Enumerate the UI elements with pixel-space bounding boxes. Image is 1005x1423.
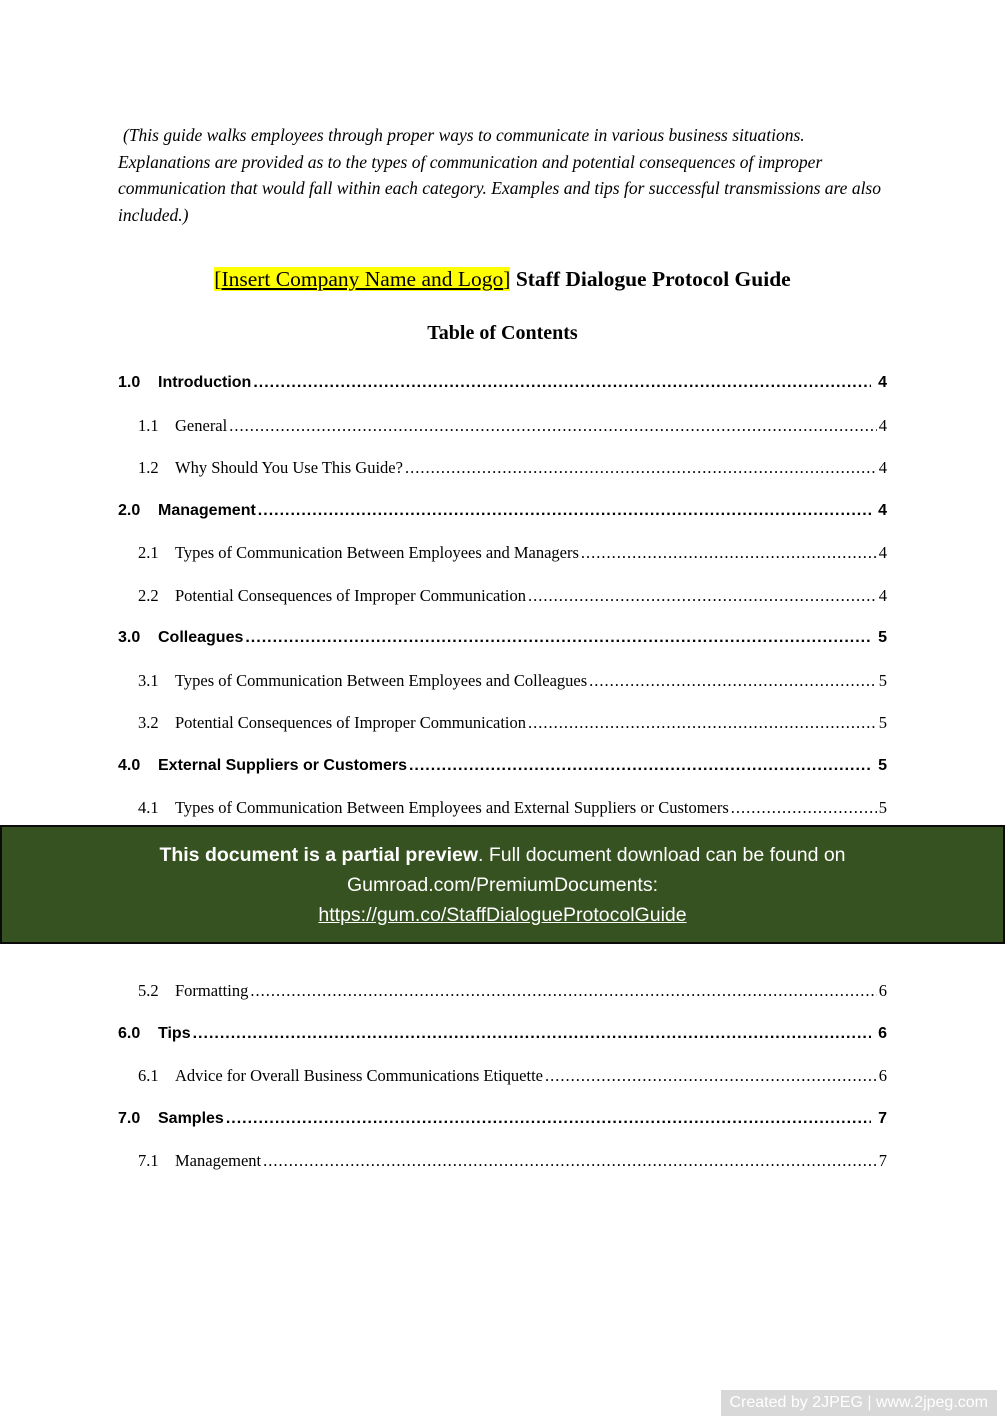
toc-dot-leader: [589, 670, 877, 692]
table-of-contents-bottom: [118, 980, 887, 1172]
toc-page-number: 6: [878, 981, 887, 1000]
toc-page-number: 5: [878, 798, 887, 817]
toc-page-number: 5: [878, 670, 887, 690]
toc-entry-number: 3.2: [138, 713, 159, 732]
preview-banner-after-bold: . Full document download can be found on: [478, 844, 846, 866]
toc-entry-1.2[interactable]: [118, 457, 887, 479]
toc-entry-number: 7.0: [118, 1109, 141, 1127]
toc-dot-leader: [193, 1023, 871, 1045]
preview-banner-link-line: [22, 900, 983, 930]
preview-banner-line1: [22, 840, 983, 870]
toc-dot-leader: [229, 415, 877, 437]
preview-banner-site: Gumroad.com/PremiumDocuments:: [346, 874, 658, 896]
toc-entry-7.1[interactable]: [118, 1150, 887, 1172]
company-name-placeholder: [214, 267, 510, 291]
preview-banner-bold-text: This document is a partial preview: [159, 844, 479, 866]
document-page: [0, 122, 1005, 1411]
toc-entry-number: 4.0: [118, 756, 141, 774]
toc-page-number: 5: [878, 713, 887, 732]
toc-page-number: 7: [878, 1151, 887, 1170]
toc-page-number: 6: [878, 1066, 887, 1085]
toc-entry-2.1[interactable]: [118, 542, 887, 564]
toc-entry-2.2[interactable]: [118, 585, 887, 607]
toc-dot-leader: [409, 755, 871, 777]
table-of-contents-top: [118, 372, 887, 819]
bracket-open: [: [214, 267, 222, 291]
toc-entry-3.0[interactable]: [118, 627, 887, 649]
toc-entry-6.1[interactable]: [118, 1065, 887, 1087]
toc-dot-leader: [545, 1065, 877, 1087]
document-title: [0, 264, 1005, 294]
toc-dot-leader: [528, 712, 877, 734]
toc-entry-label: Tips: [158, 1024, 191, 1042]
toc-dot-leader: [263, 1150, 877, 1172]
preview-banner: [0, 825, 1005, 944]
toc-page-number: 7: [878, 1109, 887, 1127]
toc-entry-number: 3.1: [138, 670, 159, 690]
toc-entry-label: General: [175, 415, 228, 435]
toc-page-number: 6: [878, 1024, 887, 1042]
toc-entry-label: Types of Communication Between Employees and Colleagues: [175, 670, 588, 690]
toc-entry-number: 1.2: [138, 458, 159, 477]
toc-page-number: 4: [878, 585, 887, 605]
toc-page-number: 4: [878, 501, 887, 519]
toc-entry-number: 5.2: [138, 981, 159, 1000]
title-text: Staff Dialogue Protocol Guide: [510, 267, 791, 291]
toc-entry-3.2[interactable]: [118, 712, 887, 734]
toc-entry-label: Types of Communication Between Employees and Managers: [175, 543, 579, 562]
toc-entry-number: 1.1: [138, 415, 159, 435]
toc-entry-number: 1.0: [118, 374, 141, 391]
toc-dot-leader: [226, 1108, 871, 1130]
toc-entry-label: Formatting: [175, 981, 249, 1000]
toc-dot-leader: [253, 372, 871, 394]
toc-page-number: 5: [878, 756, 887, 774]
toc-entry-4.0[interactable]: [118, 755, 887, 777]
toc-entry-number: 2.2: [138, 585, 159, 605]
watermark: [721, 1390, 998, 1416]
toc-entry-number: 4.1: [138, 798, 159, 817]
toc-entry-label: Management: [158, 501, 256, 519]
toc-entry-3.1[interactable]: [118, 670, 887, 692]
toc-entry-5.2[interactable]: [118, 980, 887, 1002]
toc-entry-2.0[interactable]: [118, 500, 887, 522]
toc-entry-label: Management: [175, 1151, 262, 1170]
toc-dot-leader: [405, 457, 877, 479]
toc-entry-number: 3.0: [118, 629, 141, 646]
company-placeholder-link[interactable]: Insert Company Name and Logo: [221, 267, 504, 291]
intro-paragraph: (This guide walks employees through proper ways to communicate in various business situations. Explanations are provided as to the types of communication and potential consequences of improper communication that would fall within each category. Examples and tips for successful transmissions are also included.): [118, 125, 881, 225]
toc-entry-label: Samples: [158, 1109, 224, 1127]
toc-entry-number: 6.0: [118, 1024, 141, 1042]
toc-dot-leader: [731, 797, 877, 819]
toc-entry-7.0[interactable]: [118, 1108, 887, 1130]
toc-dot-leader: [581, 542, 877, 564]
toc-entry-1.1[interactable]: [118, 415, 887, 437]
toc-entry-label: Potential Consequences of Improper Communication: [175, 713, 527, 732]
toc-entry-label: Types of Communication Between Employees and External Suppliers or Customers: [175, 798, 729, 817]
toc-entry-6.0[interactable]: [118, 1023, 887, 1045]
toc-entry-label: Colleagues: [158, 629, 244, 646]
toc-page-number: 4: [878, 415, 887, 435]
toc-entry-number: 6.1: [138, 1066, 159, 1085]
toc-page-number: 4: [878, 458, 887, 477]
toc-heading: Table of Contents: [427, 322, 578, 344]
toc-entry-label: Why Should You Use This Guide?: [175, 458, 403, 477]
toc-entry-number: 7.1: [138, 1151, 159, 1170]
toc-page-number: 4: [878, 543, 887, 562]
toc-page-number: 4: [878, 374, 887, 391]
toc-page-number: 5: [878, 629, 887, 646]
watermark-text: Created by 2JPEG | www.2jpeg.com: [729, 1394, 988, 1411]
toc-entry-1.0[interactable]: [118, 372, 887, 394]
toc-entry-label: External Suppliers or Customers: [158, 756, 407, 774]
toc-dot-leader: [245, 627, 871, 649]
toc-dot-leader: [250, 980, 876, 1002]
toc-entry-label: Advice for Overall Business Communications Etiquette: [175, 1066, 543, 1085]
bracket-close: ]: [503, 267, 511, 291]
toc-entry-label: Introduction: [158, 374, 252, 391]
toc-dot-leader: [528, 585, 877, 607]
toc-entry-number: 2.1: [138, 543, 159, 562]
toc-entry-number: 2.0: [118, 501, 141, 519]
gumroad-link[interactable]: https://gum.co/StaffDialogueProtocolGuide: [318, 904, 687, 926]
toc-entry-label: Potential Consequences of Improper Communication: [175, 585, 527, 605]
toc-entry-4.1[interactable]: [118, 797, 887, 819]
toc-dot-leader: [258, 500, 871, 522]
